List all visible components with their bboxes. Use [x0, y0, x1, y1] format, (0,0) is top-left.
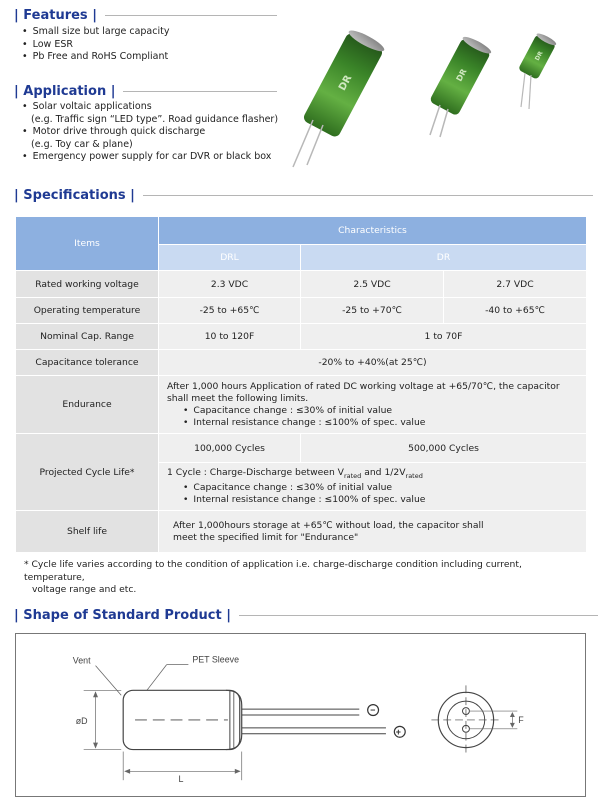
table-row [16, 511, 587, 553]
label-length: L [178, 774, 184, 785]
header-drl: DRL [159, 245, 301, 271]
list-item: (e.g. Toy car & plane) [31, 138, 133, 150]
cycle-item-resistance: • Internal resistance change : ≤100% of spec. value [167, 494, 578, 506]
shelf-life-line-1: After 1,000hours storage at +65℃ without load, the capacitor shall [173, 519, 484, 531]
label-minus: − [370, 705, 376, 716]
header-characteristics: Characteristics [159, 217, 587, 245]
cell-operating-temp-dr-b: -40 to +65℃ [444, 298, 587, 324]
table-row [16, 376, 587, 434]
specifications-rule [143, 195, 593, 196]
dimension-drawing [15, 633, 586, 797]
cycle-definition-text [167, 467, 578, 482]
header-dr: DR [301, 245, 587, 271]
label-plus: + [395, 726, 402, 737]
capacitor-medium [429, 34, 493, 116]
cell-operating-temp-dr-a: -25 to +70℃ [301, 298, 444, 324]
features-rule [105, 15, 277, 16]
cell-operating-temp-drl: -25 to +65℃ [159, 298, 301, 324]
endurance-text: After 1,000 hours Application of rated DC working voltage at +65/70℃, the capacitor shall meet the following limits. [167, 380, 560, 404]
cell-cycle-life-drl: 100,000 Cycles [159, 434, 301, 463]
row-label-rated-voltage: Rated working voltage [16, 271, 159, 298]
shape-rule [239, 615, 598, 616]
cycle-life-footnote [24, 559, 584, 597]
capacitor-end-view [431, 685, 500, 754]
cycle-text-a: 1 Cycle : Charge-Discharge between V [167, 467, 344, 479]
endurance-item-capacitance: • Capacitance change : ≤30% of initial value [167, 405, 578, 417]
row-label-nominal-cap: Nominal Cap. Range [16, 324, 159, 350]
specifications-title: Specifications [23, 188, 126, 203]
shelf-life-line-2: meet the specified limit for "Endurance" [173, 531, 359, 543]
product-photo [285, 25, 585, 170]
row-label-endurance: Endurance [16, 376, 159, 434]
application-title: Application [23, 84, 107, 99]
list-item: • Emergency power supply for car DVR or black box [22, 151, 278, 164]
cell-nominal-cap-drl: 10 to 120F [159, 324, 301, 350]
application-list [22, 101, 278, 164]
list-item: • Low ESR [22, 39, 169, 52]
cell-rated-voltage-dr-a: 2.5 VDC [301, 271, 444, 298]
list-item: • Motor drive through quick discharge [22, 126, 278, 139]
shape-title: Shape of Standard Product [23, 608, 222, 623]
cell-cycle-life-dr: 500,000 Cycles [301, 434, 587, 463]
header-items: Items [16, 217, 159, 271]
capacitor-small [518, 32, 558, 80]
endurance-item-resistance: • Internal resistance change : ≤100% of spec. value [167, 417, 578, 429]
shape-heading: | Shape of Standard Product | [14, 608, 598, 623]
cycle-sub-a: rated [343, 471, 362, 480]
capacitor-side-view [123, 690, 386, 749]
features-heading: | Features | [14, 8, 277, 23]
list-item: • Solar voltaic applications [22, 101, 278, 114]
table-row [16, 324, 587, 350]
row-label-shelf-life: Shelf life [16, 511, 159, 553]
application-heading: | Application | [14, 84, 277, 99]
list-item: (e.g. Traffic sign “LED type”. Road guidance flasher) [31, 113, 279, 125]
cycle-sub-b: rated [405, 471, 423, 480]
label-diameter: øD [75, 715, 88, 726]
cell-rated-voltage-dr-b: 2.7 VDC [444, 271, 587, 298]
row-label-cap-tolerance: Capacitance tolerance [16, 350, 159, 376]
table-row [16, 350, 587, 376]
cell-shelf-life [159, 511, 587, 553]
specifications-table [15, 216, 587, 553]
cell-cap-tolerance: -20% to +40%(at 25℃) [159, 350, 587, 376]
table-row [16, 298, 587, 324]
list-item: • Small size but large capacity [22, 26, 169, 39]
application-rule [123, 91, 277, 92]
features-title: Features [23, 8, 88, 23]
specifications-heading: | Specifications | [14, 188, 593, 203]
label-pet-sleeve: PET Sleeve [192, 654, 240, 665]
features-list [22, 26, 169, 64]
cell-nominal-cap-dr: 1 to 70F [301, 324, 587, 350]
row-label-cycle-life: Projected Cycle Life* [16, 434, 159, 511]
table-row [16, 434, 587, 463]
cell-rated-voltage-drl: 2.3 VDC [159, 271, 301, 298]
footnote-line-1: * Cycle life varies according to the condition of application i.e. charge-discharge condition including current, temperature, [24, 559, 522, 583]
capacitor-small-print: DR [533, 50, 545, 62]
cycle-text-b: and 1/2V [361, 467, 406, 479]
list-item: • Pb Free and RoHS Compliant [22, 51, 169, 64]
capacitor-medium-print: DR [454, 67, 469, 83]
table-row [16, 271, 587, 298]
label-vent: Vent [72, 655, 91, 666]
cell-endurance [159, 376, 587, 434]
capacitor-large [302, 27, 387, 138]
row-label-operating-temp: Operating temperature [16, 298, 159, 324]
footnote-line-2: voltage range and etc. [32, 584, 137, 595]
label-pitch: F [518, 714, 524, 725]
cycle-item-capacitance: • Capacitance change : ≤30% of initial value [167, 482, 578, 494]
cell-cycle-definition [159, 463, 587, 511]
capacitor-large-print: DR [337, 73, 355, 93]
